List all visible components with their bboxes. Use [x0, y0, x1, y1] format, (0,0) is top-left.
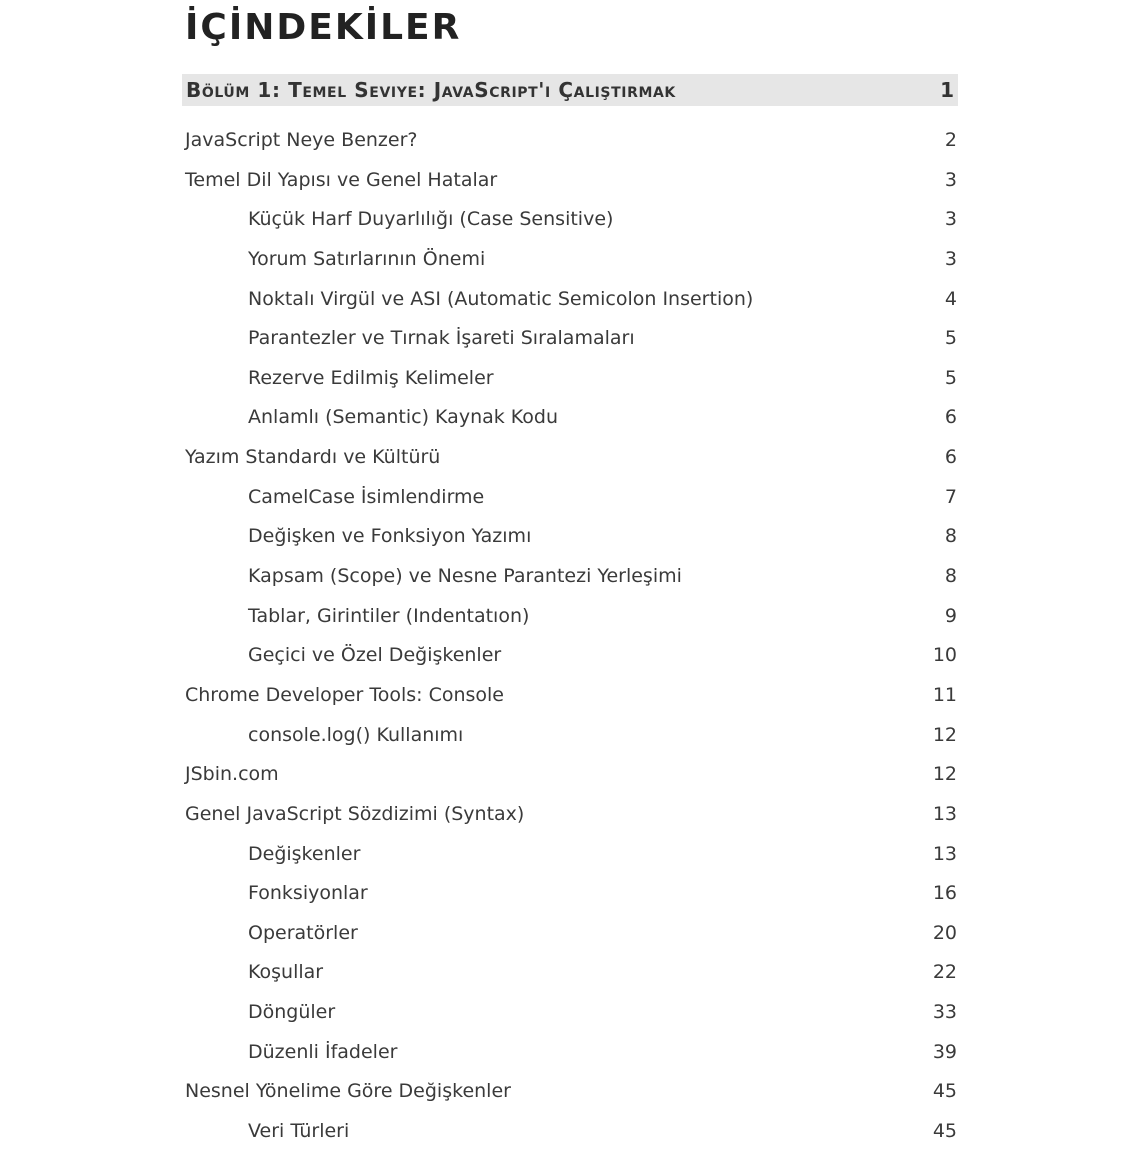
toc-entry-page-number: 7	[944, 485, 957, 508]
toc-entry-label: Nesnel Yönelime Göre Değişkenler	[185, 1080, 511, 1103]
toc-entry-page-number: 13	[932, 802, 957, 825]
toc-entry-label: Veri Türleri	[248, 1120, 350, 1143]
toc-entry-page-number: 45	[932, 1080, 957, 1103]
toc-subsection-entry	[0, 557, 1140, 597]
toc-section-entry	[0, 676, 1140, 716]
toc-section-entry	[0, 795, 1140, 835]
toc-entry-label: CamelCase İsimlendirme	[248, 485, 485, 508]
toc-subsection-entry	[0, 1112, 1140, 1152]
toc-subsection-entry	[0, 359, 1140, 399]
toc-entry-page-number: 3	[944, 168, 957, 191]
toc-entry-label: Operatörler	[248, 921, 358, 944]
toc-entry-label: Chrome Developer Tools: Console	[185, 683, 504, 706]
toc-entry-label: console.log() Kullanımı	[248, 723, 464, 746]
toc-entry-page-number: 22	[932, 961, 957, 984]
toc-section-entry	[0, 755, 1140, 795]
toc-entry-page-number: 16	[932, 882, 957, 905]
toc-section-entry	[0, 1072, 1140, 1112]
toc-entry-page-number: 20	[932, 921, 957, 944]
toc-entry-label: Noktalı Virgül ve ASI (Automatic Semicolon Insertion)	[248, 287, 754, 310]
toc-entry-label: Geçici ve Özel Değişkenler	[248, 644, 502, 667]
toc-entry-label: Yorum Satırlarının Önemi	[248, 247, 486, 270]
toc-entry-page-number: 11	[932, 683, 957, 706]
toc-subsection-entry	[0, 716, 1140, 756]
toc-subsection-entry	[0, 517, 1140, 557]
toc-subsection-entry	[0, 200, 1140, 240]
toc-entry-page-number: 3	[944, 208, 957, 231]
chapter-title: Bölüm 1: Temel Seviye: JavaScript'i Çalıştırmak	[186, 78, 676, 102]
toc-entry-page-number: 45	[932, 1120, 957, 1143]
toc-entry-label: Değişken ve Fonksiyon Yazımı	[248, 525, 532, 548]
toc-entry-page-number: 2	[944, 129, 957, 151]
toc-subsection-entry	[0, 478, 1140, 518]
toc-entry-label: Küçük Harf Duyarlılığı (Case Sensitive)	[248, 208, 614, 231]
toc-subsection-entry	[0, 914, 1140, 954]
toc-entry-label: Genel JavaScript Sözdizimi (Syntax)	[185, 802, 525, 825]
toc-subsection-entry	[0, 280, 1140, 320]
toc-subsection-entry	[0, 636, 1140, 676]
toc-subsection-entry	[0, 398, 1140, 438]
toc-entry-page-number: 9	[944, 604, 957, 627]
toc-entry-label: Rezerve Edilmiş Kelimeler	[248, 366, 494, 389]
toc-subsection-entry	[0, 240, 1140, 280]
toc-entry-page-number: 12	[932, 723, 957, 746]
toc-entry-label: Yazım Standardı ve Kültürü	[185, 446, 441, 469]
chapter-heading	[182, 74, 958, 106]
toc-entry-label: Fonksiyonlar	[248, 882, 368, 905]
toc-entry-list	[0, 121, 1140, 1152]
toc-section-entry	[0, 161, 1140, 201]
toc-entry-label: Koşullar	[248, 961, 324, 984]
toc-subsection-entry	[0, 319, 1140, 359]
toc-section-entry	[0, 438, 1140, 478]
toc-subsection-entry	[0, 953, 1140, 993]
toc-entry-page-number: 10	[932, 644, 957, 667]
toc-entry-page-number: 6	[944, 406, 957, 429]
toc-entry-page-number: 6	[944, 446, 957, 469]
toc-entry-page-number: 13	[932, 842, 957, 865]
toc-entry-page-number: 8	[944, 525, 957, 548]
toc-entry-label: Değişkenler	[248, 842, 361, 865]
toc-entry-label: Tablar, Girintiler (Indentatıon)	[248, 604, 530, 627]
toc-entry-page-number: 5	[944, 366, 957, 389]
chapter-page-number: 1	[940, 78, 954, 102]
toc-entry-page-number: 33	[932, 1001, 957, 1024]
toc-subsection-entry	[0, 1033, 1140, 1073]
toc-entry-label: Temel Dil Yapısı ve Genel Hatalar	[185, 168, 498, 191]
toc-entry-page-number: 3	[944, 247, 957, 270]
toc-entry-page-number: 5	[944, 327, 957, 350]
toc-subsection-entry	[0, 835, 1140, 875]
toc-entry-label: Parantezler ve Tırnak İşareti Sıralamaları	[248, 327, 635, 350]
toc-entry-page-number: 12	[932, 763, 957, 786]
toc-subsection-entry	[0, 993, 1140, 1033]
toc-entry-page-number: 4	[944, 287, 957, 310]
toc-entry-page-number: 39	[932, 1040, 957, 1063]
toc-section-entry	[0, 121, 1140, 161]
toc-entry-label: Kapsam (Scope) ve Nesne Parantezi Yerleşimi	[248, 565, 682, 588]
toc-entry-label: JavaScript Neye Benzer?	[185, 129, 418, 151]
toc-entry-label: JSbin.com	[185, 763, 279, 786]
toc-entry-page-number: 8	[944, 565, 957, 588]
toc-subsection-entry	[0, 597, 1140, 637]
toc-entry-label: Düzenli İfadeler	[248, 1040, 398, 1063]
toc-entry-label: Anlamlı (Semantic) Kaynak Kodu	[248, 406, 559, 429]
toc-entry-label: Döngüler	[248, 1001, 336, 1024]
page-title: İÇİNDEKİLER	[185, 7, 462, 48]
toc-subsection-entry	[0, 874, 1140, 914]
